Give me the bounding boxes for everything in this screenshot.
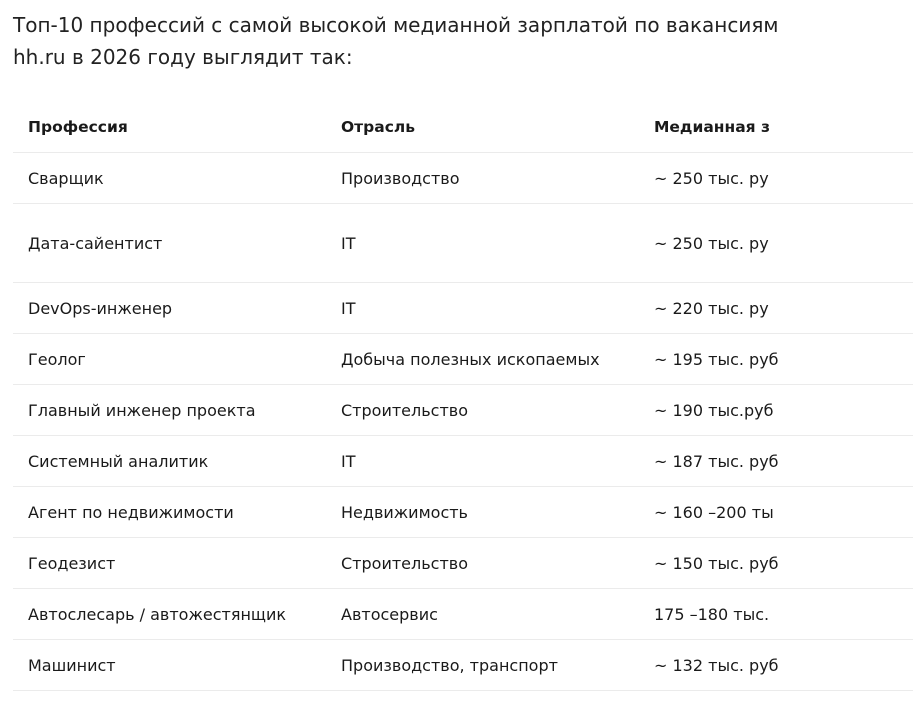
cell-industry: Производство (326, 153, 639, 204)
professions-table (13, 101, 913, 691)
table-row (13, 436, 913, 487)
header-median-salary: Медианная з (639, 101, 913, 153)
cell-profession: Главный инженер проекта (13, 385, 326, 436)
cell-salary: ~ 195 тыс. руб (639, 334, 913, 385)
cell-salary: ~ 187 тыс. руб (639, 436, 913, 487)
cell-salary: ~ 160 –200 ты (639, 487, 913, 538)
cell-industry: Недвижимость (326, 487, 639, 538)
table-row (13, 334, 913, 385)
cell-salary: ~ 250 тыс. ру (639, 204, 913, 283)
cell-profession: Сварщик (13, 153, 326, 204)
cell-industry: Строительство (326, 538, 639, 589)
cell-profession: Машинист (13, 640, 326, 691)
cell-industry: IT (326, 436, 639, 487)
cell-salary: ~ 220 тыс. ру (639, 283, 913, 334)
cell-salary: ~ 150 тыс. руб (639, 538, 913, 589)
cell-profession: Дата-сайентист (13, 204, 326, 283)
cell-industry: Добыча полезных ископаемых (326, 334, 639, 385)
cell-profession: DevOps-инженер (13, 283, 326, 334)
cell-salary: ~ 190 тыс.руб (639, 385, 913, 436)
table-row (13, 153, 913, 204)
table-header-row (13, 101, 913, 153)
header-profession: Профессия (13, 101, 326, 153)
cell-profession: Агент по недвижимости (13, 487, 326, 538)
cell-salary: ~ 250 тыс. ру (639, 153, 913, 204)
cell-industry: Строительство (326, 385, 639, 436)
cell-salary: ~ 132 тыс. руб (639, 640, 913, 691)
cell-industry: Автосервис (326, 589, 639, 640)
table-row (13, 204, 913, 283)
cell-industry: IT (326, 204, 639, 283)
intro-text: Топ-10 профессий с самой высокой медианной зарплатой по вакансиям hh.ru в 2026 году выглядит так: (13, 13, 779, 69)
cell-profession: Системный аналитик (13, 436, 326, 487)
table-row (13, 640, 913, 691)
table-row (13, 589, 913, 640)
header-industry: Отрасль (326, 101, 639, 153)
cell-profession: Геодезист (13, 538, 326, 589)
cell-profession: Автослесарь / автожестянщик (13, 589, 326, 640)
table-row (13, 487, 913, 538)
cell-industry: Производство, транспорт (326, 640, 639, 691)
cell-profession: Геолог (13, 334, 326, 385)
table-container[interactable] (13, 101, 779, 691)
table-row (13, 283, 913, 334)
cell-salary: 175 –180 тыс. (639, 589, 913, 640)
table-row (13, 538, 913, 589)
cell-industry: IT (326, 283, 639, 334)
table-row (13, 385, 913, 436)
